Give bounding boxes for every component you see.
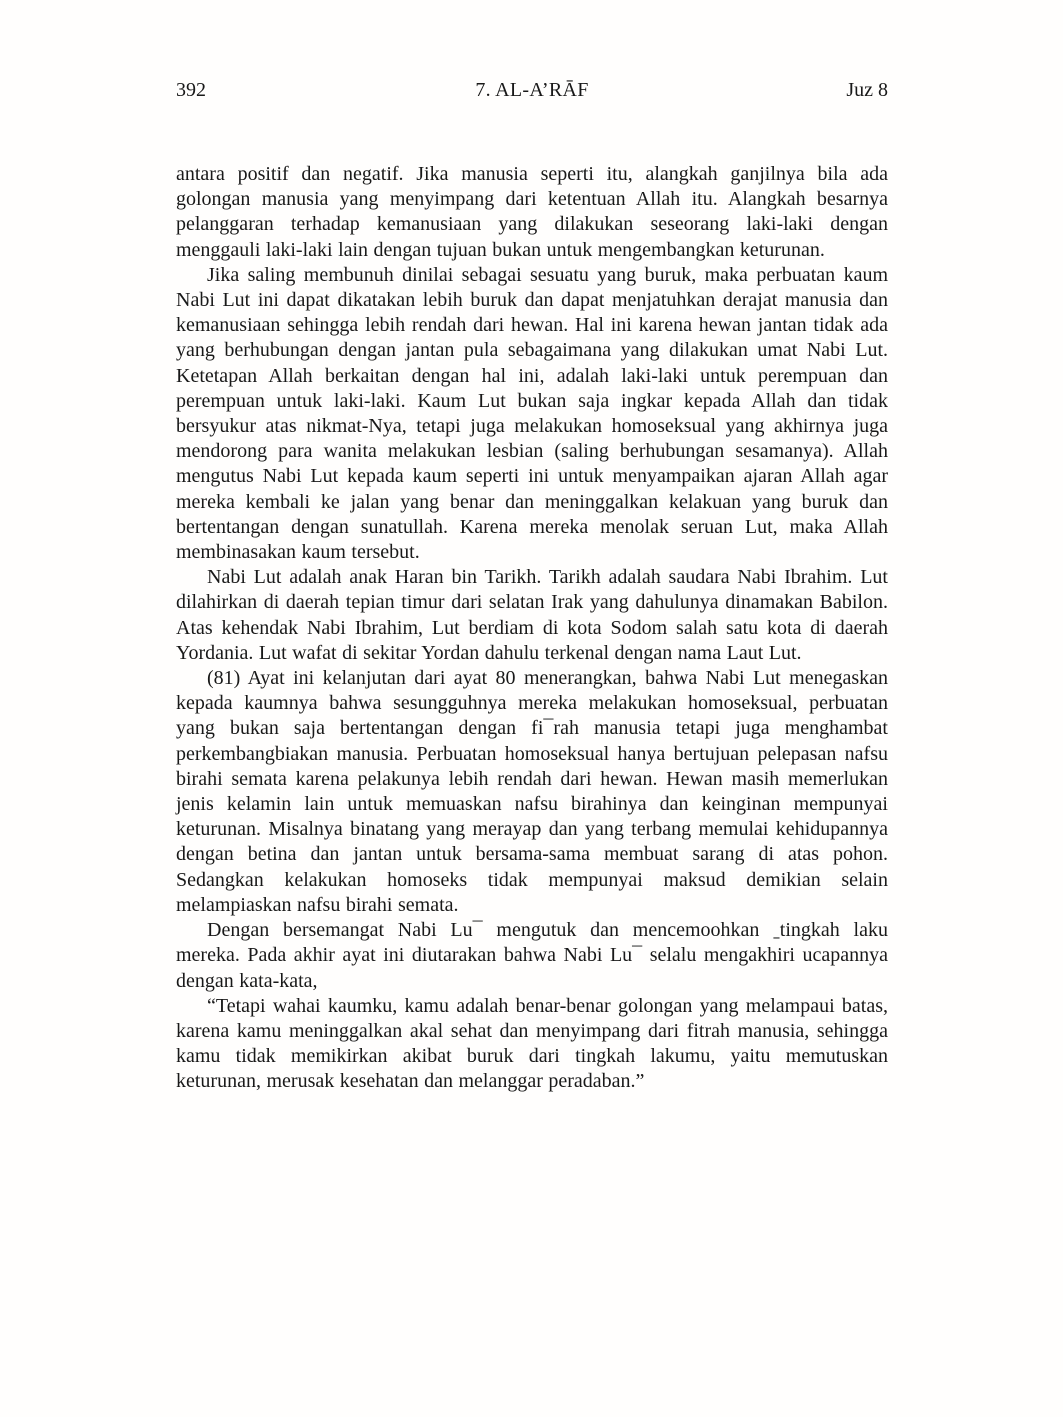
paragraph: Jika saling membunuh dinilai sebagai sesuatu yang buruk, maka perbuatan kaum Nabi Lut ini dapat dikatakan lebih buruk dan dapat menjatuhkan derajat manusia dan kemanusiaan sehingga lebih rendah dari hewan. Hal ini karena hewan jantan tidak ada yang berhubungan dengan jantan pula sebagaimana yang dilakukan umat Nabi Lut. Ketetapan Allah berkaitan dengan hal ini, adalah laki-laki untuk perempuan dan perempuan untuk laki-laki. Kaum Lut bukan saja ingkar kepada Allah dan tidak bersyukur atas nikmat-Nya, tetapi juga melakukan homoseksual yang akhirnya juga mendorong para wanita melakukan lesbian (saling berhubungan sesamanya). Allah mengutus Nabi Lut kepada kaum seperti ini untuk menyampaikan ajaran Allah agar mereka kembali ke jalan yang benar dan meninggalkan kelakuan yang buruk dan bertentangan dengan sunatullah. Karena mereka menolak seruan Lut, maka Allah membinasakan kaum tersebut.: [176, 263, 888, 564]
paragraph: Dengan bersemangat Nabi Lu¯ mengutuk dan mencemoohkan ˍtingkah laku mereka. Pada akhir ayat ini diutarakan bahwa Nabi Lu¯ selalu mengakhiri ucapannya dengan kata-kata,: [176, 919, 888, 992]
paragraph: (81) Ayat ini kelanjutan dari ayat 80 menerangkan, bahwa Nabi Lut menegaskan kepada kaumnya bahwa sesungguhnya mereka melakukan homoseksual, perbuatan yang bukan saja bertentangan dengan fi¯rah manusia tetapi juga menghambat perkembangbiakan manusia. Perbuatan homoseksual hanya bertujuan pelepasan nafsu birahi semata karena pelakunya lebih rendah dari hewan. Hewan masih memerlukan jenis kelamin lain untuk memuaskan nafsu birahinya dan keinginan mempunyai keturunan. Misalnya binatang yang merayap dan yang terbang memulai kehidupannya dengan betina dan jantan untuk bersama-sama membuat sarang di atas pohon. Sedangkan kelakukan homoseks tidak mempunyai maksud demikian selain melampiaskan nafsu birahi semata.: [176, 667, 888, 916]
paragraph: Nabi Lut adalah anak Haran bin Tarikh. Tarikh adalah saudara Nabi Ibrahim. Lut dilahirkan di daerah tepian timur dari selatan Irak yang dahulunya dinamakan Babilon. Atas kehendak Nabi Ibrahim, Lut berdiam di kota Sodom salah satu kota di daerah Yordania. Lut wafat di sekitar Yordan dahulu terkenal dengan nama Laut Lut.: [176, 566, 888, 664]
paragraph: antara positif dan negatif. Jika manusia seperti itu, alangkah ganjilnya bila ada golongan manusia yang menyimpang dari ketentuan Allah itu. Alangkah besarnya pelanggaran terhadap kemanusiaan yang dilakukan seseorang laki-laki dengan menggauli laki-laki lain dengan tujuan bukan untuk mengembangkan keturunan.: [176, 163, 888, 261]
page-body: [176, 162, 888, 1095]
paragraph: “Tetapi wahai kaumku, kamu adalah benar-benar golongan yang melampaui batas, karena kamu meninggalkan akal sehat dan menyimpang dari fitrah manusia, sehingga kamu tidak memikirkan akibat buruk dari tingkah lakumu, yaitu memutuskan keturunan, merusak kesehatan dan melanggar peradaban.”: [176, 994, 888, 1093]
page-header: [176, 78, 888, 103]
page-number: 392: [176, 79, 206, 101]
juz-label: Juz 8: [846, 79, 888, 101]
surah-title: 7. AL-A’RĀF: [475, 79, 589, 101]
